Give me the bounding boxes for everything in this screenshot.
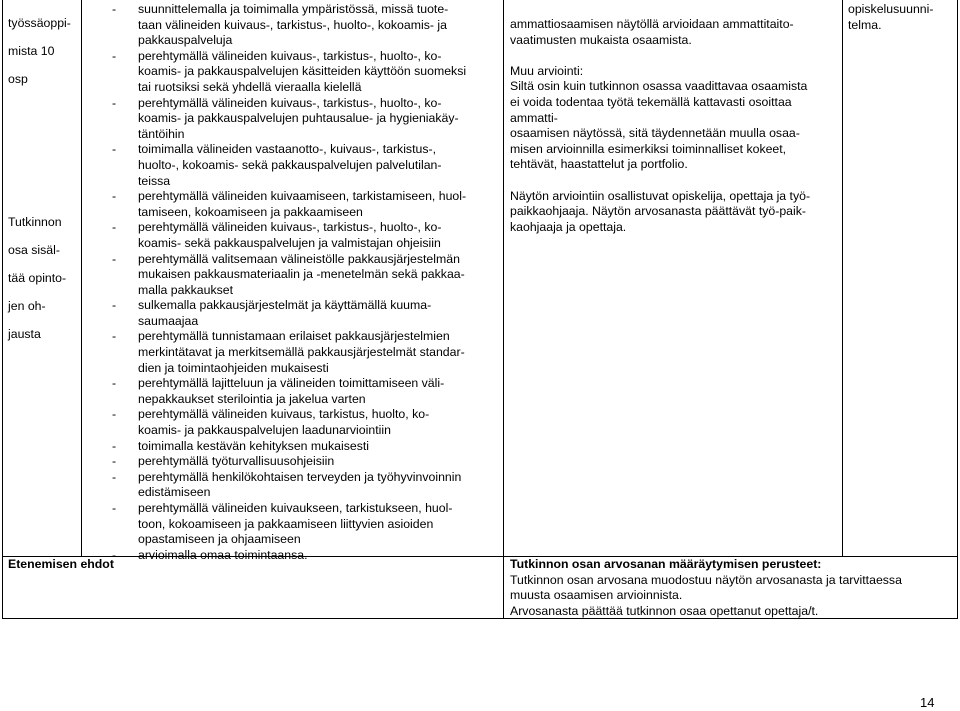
list-dash: -	[112, 220, 117, 235]
requirement-line: perehtymällä valitsemaan välineistölle pakkausjärjestelmän	[138, 251, 460, 266]
requirement-line: mukaisen pakkausmateriaalin ja -menetelmän sekä pakkaa-	[138, 267, 465, 282]
list-dash: -	[112, 298, 117, 313]
requirement-item	[112, 439, 492, 455]
requirement-item	[112, 142, 492, 189]
assess-muu-5: misen arvioinnilla esimerkiksi toiminnalliset kokeet,	[510, 141, 787, 156]
list-dash: -	[112, 142, 117, 157]
requirement-line: malla pakkaukset	[138, 282, 234, 297]
requirement-line: teissa	[138, 173, 171, 188]
requirement-item	[112, 470, 492, 501]
requirement-line: opastamiseen ja ohjaamiseen	[138, 532, 301, 547]
requirement-item	[112, 96, 492, 143]
requirement-item	[112, 329, 492, 376]
requirement-line: toon, kokoamiseen ja pakkaamiseen liittyvien asioiden	[138, 516, 434, 531]
list-dash: -	[112, 48, 117, 63]
requirement-line: pakkauspalveluja	[138, 33, 233, 48]
right-column	[848, 2, 956, 33]
page-number: 14	[920, 695, 935, 710]
assess-muu-6: tehtävät, haastattelut ja portfolio.	[510, 157, 688, 172]
right-line-2: telma.	[848, 17, 882, 32]
requirement-item	[112, 548, 492, 564]
requirement-line: merkintätavat ja merkitsemällä pakkausjärjestelmät standar-	[138, 345, 465, 360]
progress-conditions-label: Etenemisen ehdot	[8, 557, 114, 571]
list-dash: -	[112, 95, 117, 110]
requirement-item	[112, 252, 492, 299]
requirements-list	[112, 2, 492, 563]
requirement-item	[112, 376, 492, 407]
list-dash: -	[112, 547, 117, 562]
left-second-line-4: jen oh-	[8, 298, 46, 313]
requirement-line: perehtymällä henkilökohtaisen terveyden ja työhyvinvoinnin	[138, 469, 462, 484]
assess-naytto-3: kaohjaaja ja opettaja.	[510, 219, 627, 234]
requirement-item	[112, 298, 492, 329]
requirement-line: perehtymällä välineiden kuivaus, tarkistus, huolto, ko-	[138, 407, 430, 422]
list-dash: -	[112, 251, 117, 266]
grade-basis-line-3: Arvosanasta päättää tutkinnon osaa opettanut opettaja/t.	[510, 603, 819, 618]
list-dash: -	[112, 454, 117, 469]
grade-basis-heading: Tutkinnon osan arvosanan määräytymisen perusteet:	[510, 557, 822, 571]
requirement-line: toimimalla kestävän kehityksen mukaisesti	[138, 438, 369, 453]
requirement-line: edistämiseen	[138, 485, 211, 500]
column-divider-2	[503, 0, 504, 619]
requirement-line: arvioimalla omaa toimintaansa.	[138, 547, 308, 562]
left-first-line-3: osp	[8, 72, 28, 87]
assess-muu-2: Siltä osin kuin tutkinnon osassa vaadittavaa osaamista	[510, 79, 808, 94]
table-border-left	[2, 0, 3, 619]
requirement-line: toimimalla välineiden vastaanotto-, kuivaus-, tarkistus-,	[138, 142, 436, 157]
list-dash: -	[112, 407, 117, 422]
requirement-line: nepakkaukset sterilointia ja jakelua varten	[138, 391, 366, 406]
requirement-item	[112, 2, 492, 49]
left-second-line-1: Tutkinnon	[8, 215, 62, 230]
list-dash: -	[112, 189, 117, 204]
requirement-line: koamis- ja pakkauspalvelujen käsitteiden käyttöön suomeksi	[138, 64, 467, 79]
requirement-item	[112, 454, 492, 470]
list-dash: -	[112, 469, 117, 484]
left-first-line-1: työssäoppi-	[8, 16, 71, 31]
requirement-line: perehtymällä välineiden kuivaus-, tarkistus-, huolto-, ko-	[138, 220, 442, 235]
requirement-line: perehtymällä lajitteluun ja välineiden toimittamiseen väli-	[138, 376, 445, 391]
requirement-line: perehtymällä välineiden kuivaus-, tarkistus-, huolto-, ko-	[138, 95, 442, 110]
requirement-line: koamis- ja pakkauspalvelujen puhtausalue- ja hygieniakäy-	[138, 111, 459, 126]
requirement-line: täntöihin	[138, 126, 185, 141]
requirement-item	[112, 189, 492, 220]
requirement-line: perehtymällä tunnistamaan erilaiset pakkausjärjestelmien	[138, 329, 450, 344]
grade-basis-line-2: muusta osaamisen arvioinnista.	[510, 588, 683, 603]
requirement-line: tamiseen, kokoamiseen ja pakkaamiseen	[138, 204, 363, 219]
assess-muu-3: ei voida todentaa työtä tekemällä kattavasti osoittaa ammatti-	[510, 94, 792, 125]
requirement-line: tai ruotsiksi sekä yhdellä vieraalla kielellä	[138, 79, 362, 94]
assess-naytto-1: Näytön arviointiin osallistuvat opiskelija, opettaja ja työ-	[510, 188, 811, 203]
right-line-1: opiskelusuunni-	[848, 2, 934, 16]
grade-basis-line-1: Tutkinnon osan arvosana muodostuu näytön arvosanasta ja tarvittaessa	[510, 572, 902, 587]
left-second-line-2: osa sisäl-	[8, 243, 60, 258]
assess-intro-1: ammattiosaamisen näytöllä arvioidaan ammattitaito-	[510, 17, 794, 31]
requirement-item	[112, 220, 492, 251]
column-divider-1	[81, 0, 82, 557]
assess-muu-4: osaamisen näytössä, sitä täydennetään muulla osaa-	[510, 126, 800, 141]
left-column	[8, 4, 78, 355]
requirement-line: suunnittelemalla ja toimimalla ympäristössä, missä tuote-	[138, 2, 449, 16]
requirement-line: taan välineiden kuivaus-, tarkistus-, huolto-, kokoamis- ja	[138, 17, 447, 32]
left-second-line-5: jausta	[8, 326, 41, 341]
assess-naytto-2: paikkaohjaaja. Näytön arvosanasta päättävät työ-paik-	[510, 204, 806, 219]
requirement-line: perehtymällä välineiden kuivaamiseen, tarkistamiseen, huol-	[138, 189, 467, 204]
list-dash: -	[112, 438, 117, 453]
requirement-line: dien ja toimintaohjeiden mukaisesti	[138, 360, 329, 375]
requirement-item	[112, 501, 492, 548]
left-first-line-2: mista 10	[8, 44, 55, 59]
list-dash: -	[112, 2, 117, 16]
requirement-line: saumaajaa	[138, 313, 199, 328]
list-dash: -	[112, 501, 117, 515]
assess-muu-1: Muu arviointi:	[510, 63, 584, 78]
left-second-line-3: tää opinto-	[8, 271, 67, 286]
list-dash: -	[112, 329, 117, 344]
requirement-line: perehtymällä työturvallisuusohjeisiin	[138, 454, 335, 469]
requirement-line: perehtymällä välineiden kuivaus-, tarkistus-, huolto-, ko-	[138, 48, 442, 63]
requirement-line: sulkemalla pakkausjärjestelmät ja käyttämällä kuuma-	[138, 298, 432, 313]
list-dash: -	[112, 376, 117, 391]
assessment-text	[510, 17, 835, 235]
requirement-item	[112, 49, 492, 96]
grade-basis	[510, 557, 950, 619]
requirement-item	[112, 407, 492, 438]
assess-intro-2: vaatimusten mukaista osaamista.	[510, 32, 692, 47]
requirement-line: koamis- ja pakkauspalvelujen laadunarviointiin	[138, 423, 391, 438]
column-divider-3	[842, 0, 843, 557]
requirement-line: huolto-, kokoamis- sekä pakkauspalvelujen palvelutilan-	[138, 157, 442, 172]
table-border-right	[957, 0, 958, 619]
requirement-line: koamis- sekä pakkauspalvelujen ja valmistajan ohjeisiin	[138, 235, 441, 250]
requirement-line: perehtymällä välineiden kuivaukseen, tarkistukseen, huol-	[138, 501, 453, 515]
